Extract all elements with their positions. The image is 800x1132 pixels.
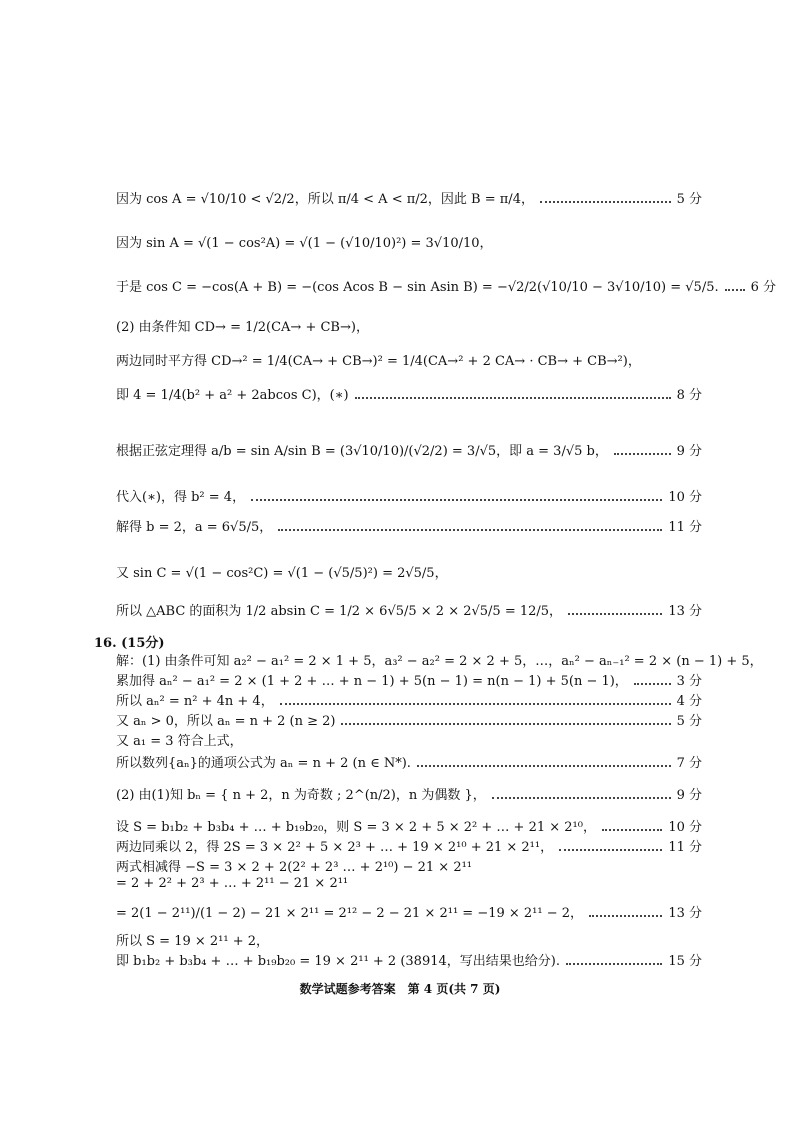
dot-leader bbox=[634, 683, 671, 685]
answer-line bbox=[116, 836, 702, 855]
answer-line bbox=[116, 516, 702, 535]
page-footer: 数学试题参考答案 第 4 页(共 7 页) bbox=[299, 982, 501, 996]
line-text: 即 4 = 1/4(b² + a² + 2abcos C)，(∗) bbox=[116, 388, 349, 403]
answer-line: 又 sin C = √(1 − cos²C) = √(1 − (√5/5)²) = 2√5/5， bbox=[116, 566, 448, 581]
answer-line: 所以 S = 19 × 2¹¹ + 2， bbox=[116, 934, 270, 949]
dot-leader bbox=[559, 849, 662, 851]
answer-line: 又 a₁ = 3 符合上式， bbox=[116, 734, 243, 749]
answer-line bbox=[116, 440, 702, 459]
answer-line: 两边同时平方得 CD→² = 1/4(CA→ + CB→)² = 1/4(CA→² + 2 CA→ · CB→ + CB→²)， bbox=[116, 354, 641, 369]
line-text: 设 S = b₁b₂ + b₃b₄ + … + b₁₉b₂₀，则 S = 3 × 2 + 5 × 2² + … + 21 × 2¹⁰， bbox=[116, 820, 596, 835]
line-text: 即 b₁b₂ + b₃b₄ + … + b₁₉b₂₀ = 19 × 2¹¹ + 2 (38914，写出结果也给分). bbox=[116, 954, 560, 969]
dot-leader bbox=[278, 529, 662, 531]
answer-line bbox=[116, 600, 702, 619]
question-number: 16. (15分) bbox=[94, 636, 165, 651]
answer-line bbox=[116, 752, 702, 771]
score-label: 8 分 bbox=[676, 388, 702, 403]
line-text: 根据正弦定理得 a/b = sin A/sin B = (3√10/10)/(√2/2) = 3/√5，即 a = 3/√5 b， bbox=[116, 444, 608, 459]
answer-line: 因为 sin A = √(1 − cos²A) = √(1 − (√10/10)²) = 3√10/10， bbox=[116, 236, 493, 251]
answer-line: (2) 由条件知 CD→ = 1/2(CA→ + CB→)， bbox=[116, 320, 369, 335]
answer-line: 解：(1) 由条件可知 a₂² − a₁² = 2 × 1 + 5，a₃² − a₂² = 2 × 2 + 5，…，aₙ² − aₙ₋₁² = 2 × (n − 1) + 5， bbox=[116, 654, 763, 669]
line-text: 因为 cos A = √10/10 < √2/2，所以 π/4 < A < π/2，因此 B = π/4， bbox=[116, 192, 534, 207]
score-label: 13 分 bbox=[668, 604, 702, 619]
score-label: 7 分 bbox=[676, 756, 702, 771]
score-label: 11 分 bbox=[668, 840, 702, 855]
answer-line bbox=[116, 784, 702, 803]
answer-line bbox=[116, 384, 702, 403]
score-label: 10 分 bbox=[668, 820, 702, 835]
score-label: 15 分 bbox=[668, 954, 702, 969]
dot-leader bbox=[417, 765, 671, 767]
answer-line bbox=[116, 816, 702, 835]
answer-line: 两式相减得 −S = 3 × 2 + 2(2² + 2³ … + 2¹⁰) − 21 × 2¹¹ bbox=[116, 860, 473, 875]
answer-line bbox=[116, 902, 702, 921]
answer-line bbox=[116, 486, 702, 505]
line-text: = 2(1 − 2¹¹)/(1 − 2) − 21 × 2¹¹ = 2¹² − 2 − 21 × 2¹¹ = −19 × 2¹¹ − 2， bbox=[116, 906, 584, 921]
dot-leader bbox=[566, 963, 662, 965]
score-label: 4 分 bbox=[676, 694, 702, 709]
score-label: 3 分 bbox=[676, 674, 702, 689]
line-text: (2) 由(1)知 bₙ = { n + 2，n 为奇数 ; 2^(n/2)，n 为偶数 }， bbox=[116, 788, 486, 803]
dot-leader bbox=[602, 829, 662, 831]
answer-line bbox=[116, 670, 702, 689]
score-label: 5 分 bbox=[676, 192, 702, 207]
line-text: 于是 cos C = −cos(A + B) = −(cos Acos B − sin Asin B) = −√2/2(√10/10 − 3√10/10) = √5/5. bbox=[116, 280, 719, 295]
score-label: 11 分 bbox=[668, 520, 702, 535]
line-text: 累加得 aₙ² − a₁² = 2 × (1 + 2 + … + n − 1) + 5(n − 1) = n(n − 1) + 5(n − 1)， bbox=[116, 674, 628, 689]
answer-line bbox=[116, 710, 702, 729]
answer-line bbox=[116, 690, 702, 709]
score-label: 5 分 bbox=[676, 714, 702, 729]
dot-leader bbox=[589, 915, 662, 917]
line-text: 又 aₙ > 0，所以 aₙ = n + 2 (n ≥ 2) bbox=[116, 714, 336, 729]
score-label: 6 分 bbox=[750, 280, 777, 295]
answer-line bbox=[116, 950, 702, 969]
dot-leader bbox=[614, 453, 671, 455]
dot-leader bbox=[251, 499, 662, 501]
answer-line: = 2 + 2² + 2³ + … + 2¹¹ − 21 × 2¹¹ bbox=[116, 876, 349, 891]
dot-leader bbox=[341, 723, 670, 725]
line-text: 两边同乘以 2，得 2S = 3 × 2² + 5 × 2³ + … + 19 × 2¹⁰ + 21 × 2¹¹， bbox=[116, 840, 554, 855]
line-text: 所以 △ABC 的面积为 1/2 absin C = 1/2 × 6√5/5 × 2 × 2√5/5 = 12/5， bbox=[116, 604, 563, 619]
line-text: 解得 b = 2，a = 6√5/5， bbox=[116, 520, 273, 535]
line-text: 代入(∗)，得 b² = 4， bbox=[116, 490, 246, 505]
answer-line bbox=[116, 188, 702, 207]
score-label: 9 分 bbox=[676, 788, 702, 803]
dot-leader bbox=[280, 703, 671, 705]
score-label: 10 分 bbox=[668, 490, 702, 505]
score-label: 9 分 bbox=[676, 444, 702, 459]
dot-leader bbox=[355, 397, 671, 399]
dot-leader bbox=[492, 797, 671, 799]
dot-leader bbox=[725, 289, 745, 291]
answer-line bbox=[116, 276, 777, 295]
dot-leader bbox=[540, 201, 671, 203]
line-text: 所以 aₙ² = n² + 4n + 4， bbox=[116, 694, 274, 709]
dot-leader bbox=[568, 613, 662, 615]
score-label: 13 分 bbox=[668, 906, 702, 921]
line-text: 所以数列{aₙ}的通项公式为 aₙ = n + 2 (n ∈ N*). bbox=[116, 756, 411, 771]
